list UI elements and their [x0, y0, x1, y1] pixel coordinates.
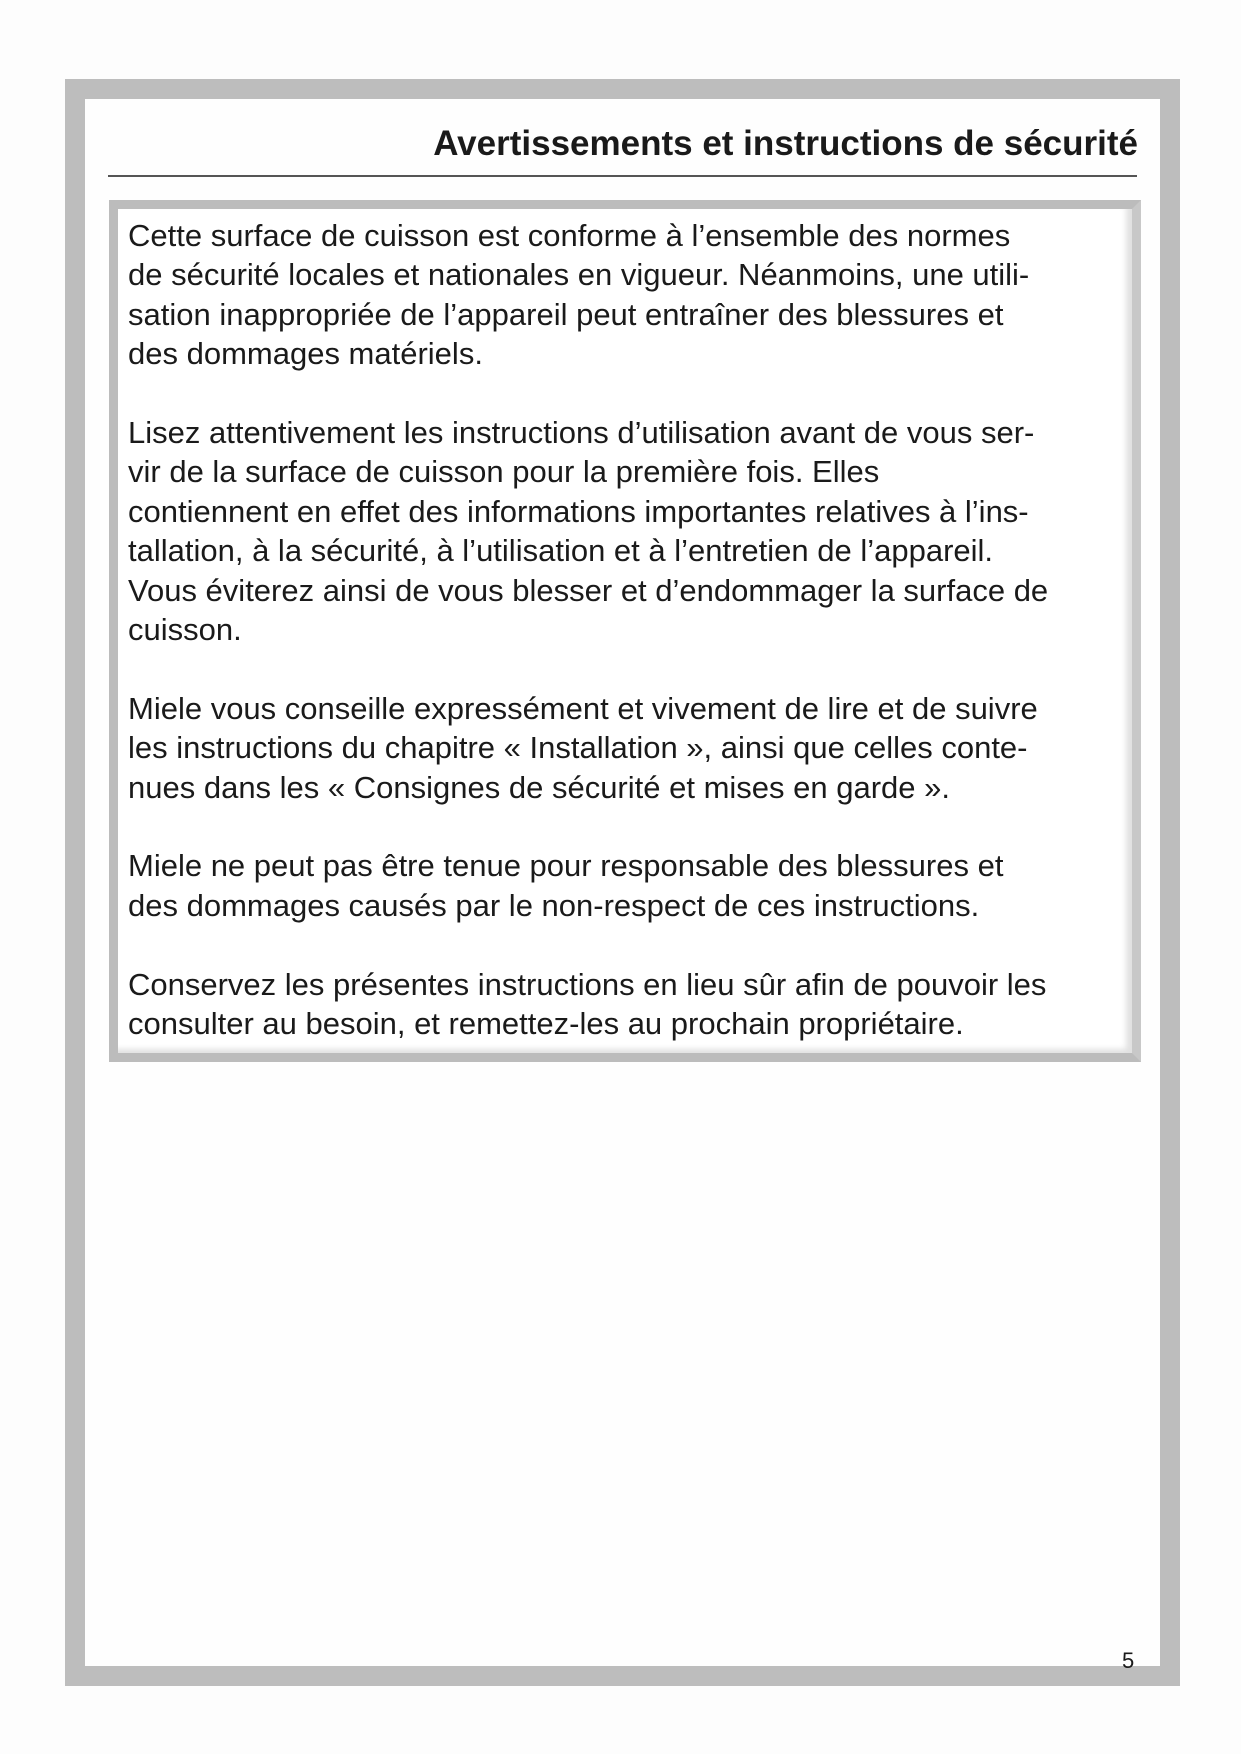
text-line: Miele vous conseille expressément et vivement de lire et de suivre: [128, 690, 1038, 726]
text-line: de sécurité locales et nationales en vigueur. Néanmoins, une utili-: [128, 257, 1030, 293]
notice-paragraph: [128, 216, 1048, 374]
text-line: sation inappropriée de l’appareil peut entraîner des blessures et: [128, 296, 1004, 332]
text-line: contiennent en effet des informations importantes relatives à l’ins-: [128, 493, 1029, 529]
text-line: Vous éviterez ainsi de vous blesser et d’endommager la surface de: [128, 572, 1049, 608]
text-line: Conservez les présentes instructions en lieu sûr afin de pouvoir les: [128, 966, 1047, 1002]
notice-paragraph: [128, 689, 1048, 807]
text-line: tallation, à la sécurité, à l’utilisation et à l’entretien de l’appareil.: [128, 533, 994, 569]
page-title: Avertissements et instructions de sécurité: [433, 124, 1138, 163]
notice-paragraph: [128, 413, 1048, 649]
notice-paragraph: [128, 846, 1048, 925]
text-line: vir de la surface de cuisson pour la première fois. Elles: [128, 454, 880, 490]
text-line: Cette surface de cuisson est conforme à l’ensemble des normes: [128, 218, 1011, 253]
title-divider: [108, 175, 1137, 177]
text-line: les instructions du chapitre « Installation », ainsi que celles conte-: [128, 730, 1028, 766]
text-line: des dommages causés par le non-respect de ces instructions.: [128, 887, 980, 923]
text-line: Miele ne peut pas être tenue pour responsable des blessures et: [128, 848, 1004, 884]
notice-paragraph: [128, 965, 1048, 1044]
notice-content: [128, 216, 1048, 1083]
text-line: cuisson.: [128, 612, 242, 648]
text-line: des dommages matériels.: [128, 336, 483, 372]
page-number: 5: [1122, 1648, 1135, 1673]
text-line: Lisez attentivement les instructions d’utilisation avant de vous ser-: [128, 415, 1035, 451]
text-line: consulter au besoin, et remettez-les au prochain propriétaire.: [128, 1006, 964, 1042]
text-line: nues dans les « Consignes de sécurité et mises en garde ».: [128, 769, 950, 805]
